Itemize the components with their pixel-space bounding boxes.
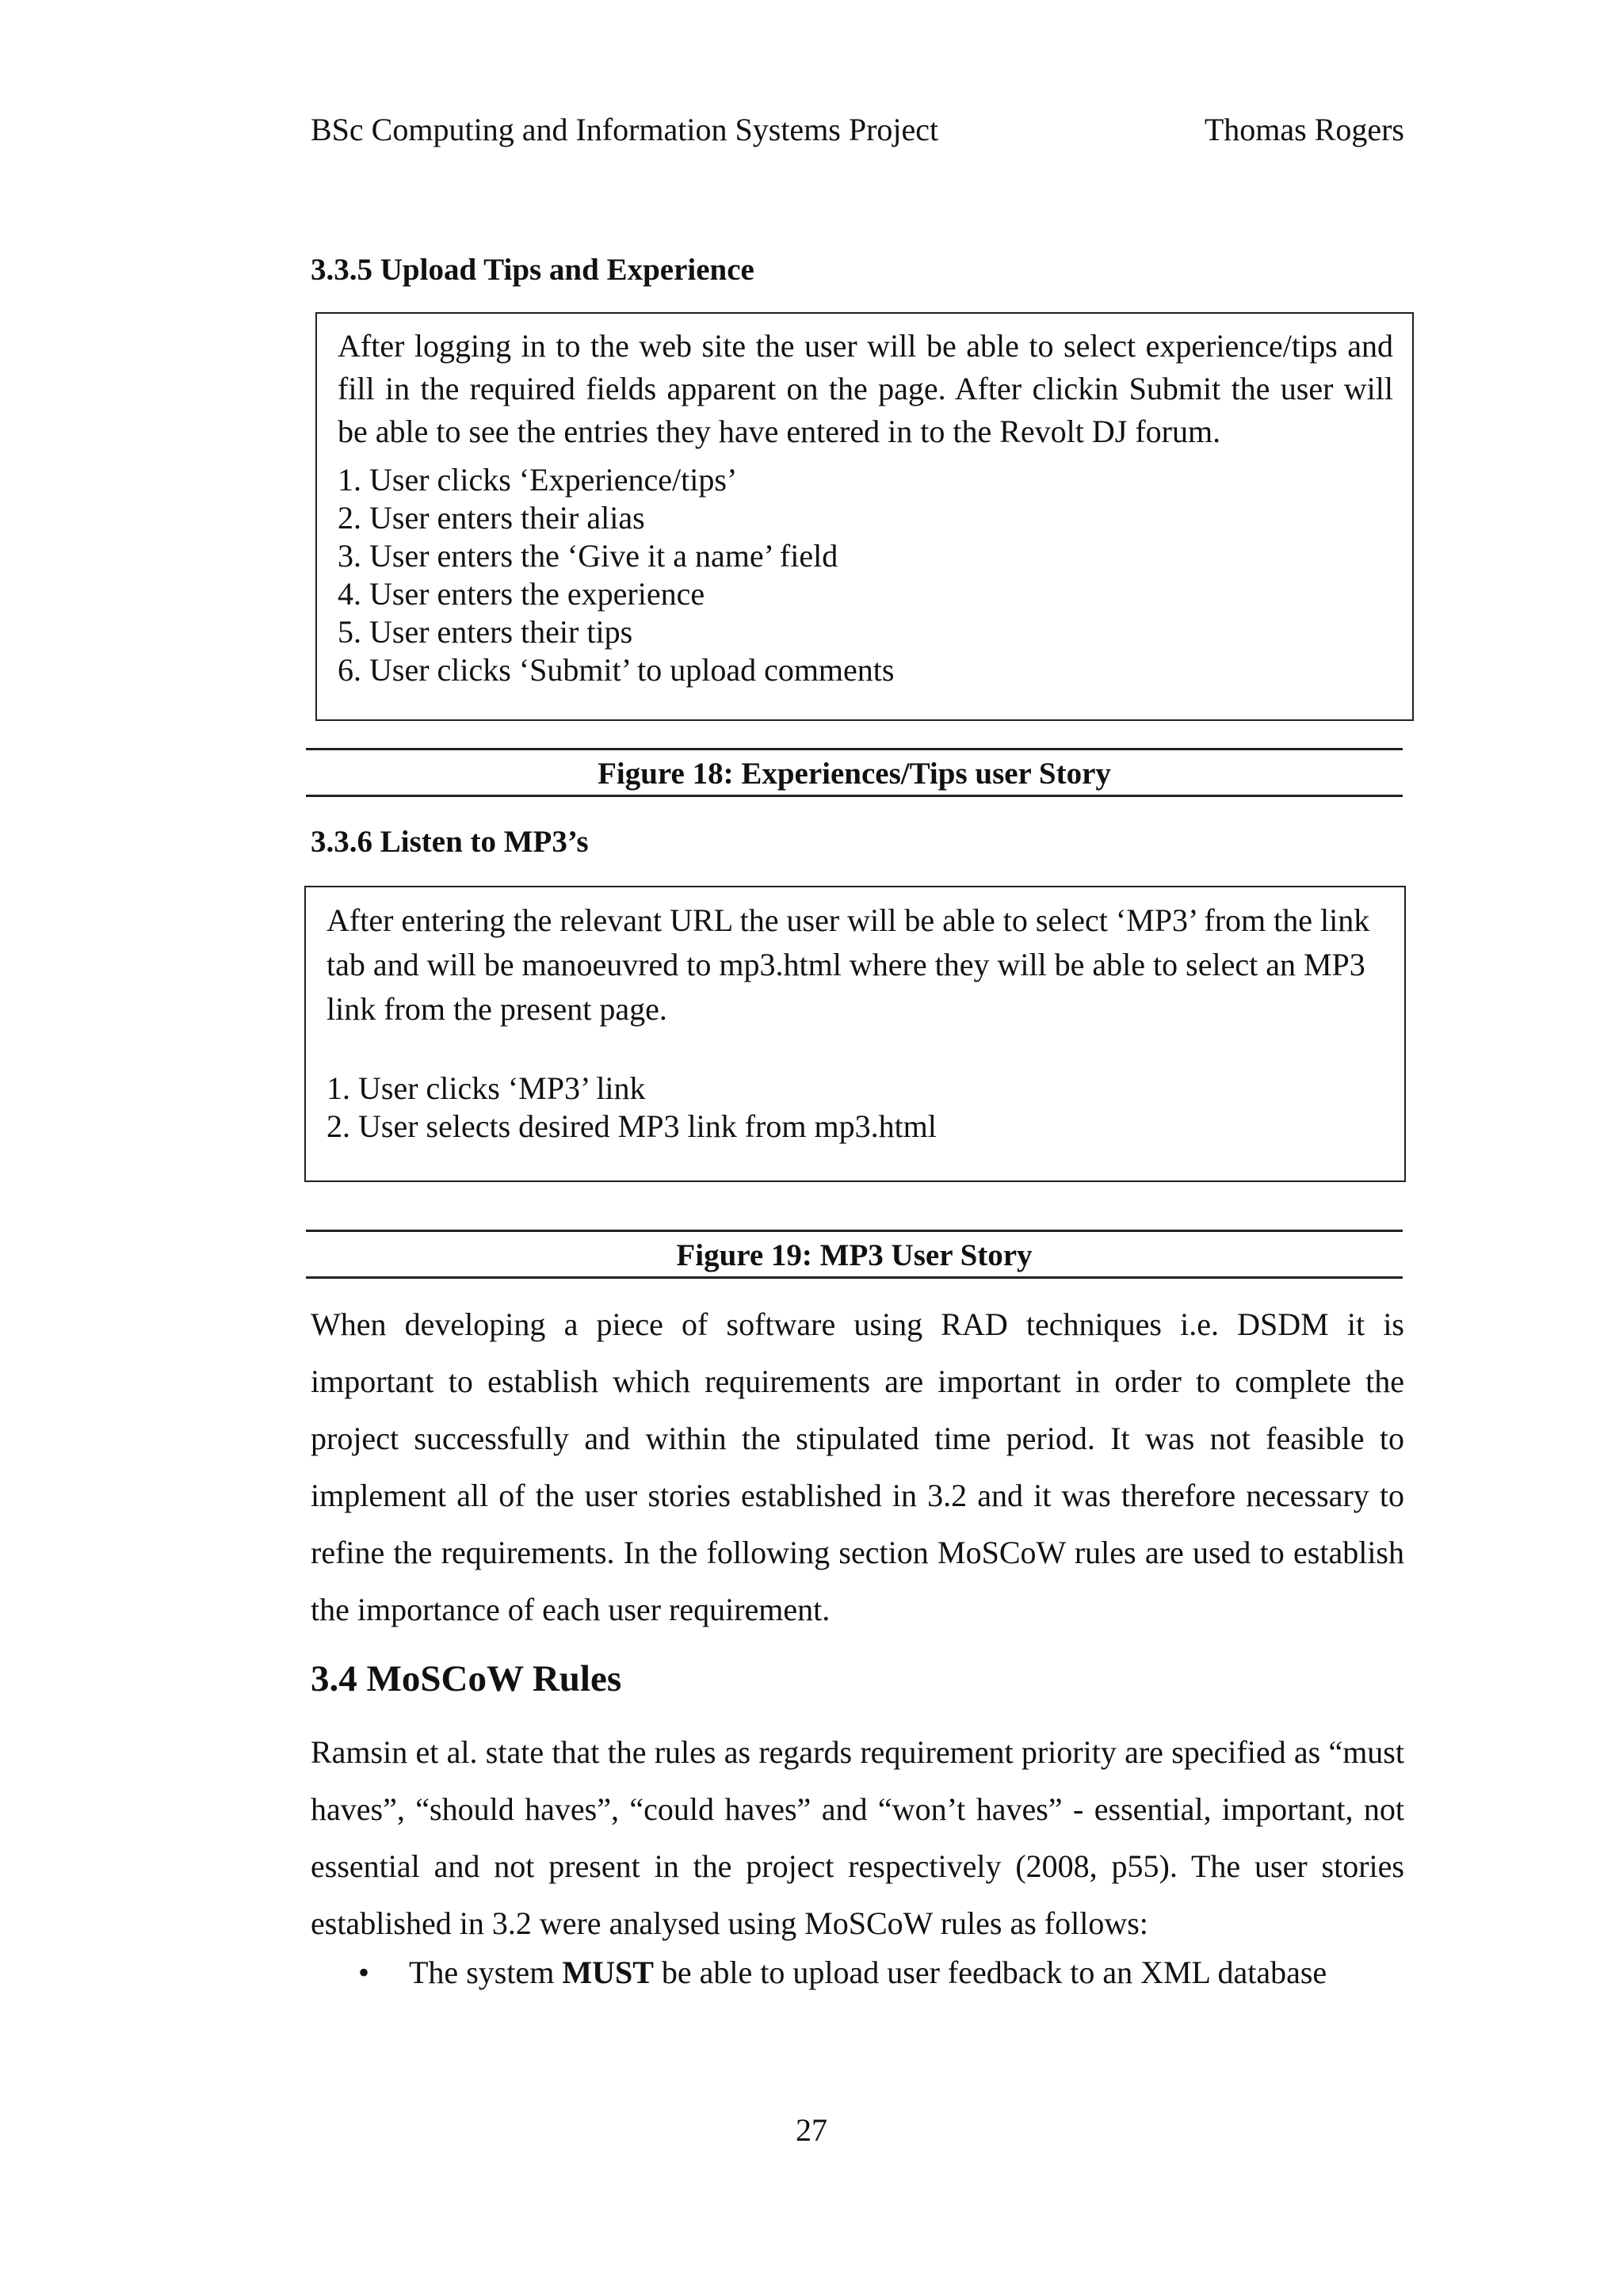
body-paragraph-moscow: Ramsin et al. state that the rules as regards requirement priority are specified as “must haves”, “should haves”, “could haves” and “won’t haves” - essential, important, not essential and not present in the project respectively (2008, p55). The user stories established in 3.2 were analysed using MoSCoW rules as follows: [311,1734,1404,1941]
header-author: Thomas Rogers [1204,112,1404,147]
figure-caption-18: Figure 18: Experiences/Tips user Story [306,748,1403,797]
section-heading-3-3-5: 3.3.5 Upload Tips and Experience [311,253,754,287]
step-item: 2. User selects desired MP3 link from mp3.html [327,1108,937,1144]
step-item: 6. User clicks ‘Submit’ to upload comments [338,652,895,688]
step-item: 1. User clicks ‘MP3’ link [327,1070,646,1106]
header-project-title: BSc Computing and Information Systems Project [311,112,939,147]
user-story-box-mp3 [304,886,1406,1182]
bullet-text: The system MUST be able to upload user feedback to an XML database [409,1955,1327,1990]
step-item: 3. User enters the ‘Give it a name’ field [338,538,838,574]
user-story-description: After entering the relevant URL the user will be able to select ‘MP3’ from the link tab and will be manoeuvred to mp3.html where they will be able to select an MP3 link from the present page. [327,902,1370,1027]
section-heading-3-4: 3.4 MoSCoW Rules [311,1658,622,1699]
figure-caption-19: Figure 19: MP3 User Story [306,1230,1403,1279]
step-item: 1. User clicks ‘Experience/tips’ [338,462,738,498]
step-item: 5. User enters their tips [338,614,633,650]
user-story-box-experience [315,312,1414,721]
bullet-dot-icon: • [358,1955,370,1990]
page-header [311,111,1404,151]
user-story-steps [327,1070,1381,1146]
step-item: 2. User enters their alias [338,500,645,536]
page-number: 27 [796,2112,827,2148]
user-story-steps [338,461,1393,689]
body-paragraph-rad: When developing a piece of software using RAD techniques i.e. DSDM it is important to establish which requirements are important in order to complete the project successfully and within the stipulated time period. It was not feasible to implement all of the user stories established in 3.2 and it was therefore necessary to refine the requirements. In the following section MoSCoW rules are used to establish the importance of each user requirement. [311,1306,1404,1627]
step-item: 4. User enters the experience [338,576,705,612]
section-heading-3-3-6: 3.3.6 Listen to MP3’s [311,825,589,859]
user-story-description: After logging in to the web site the user will be able to select experience/tips and fill in the required fields apparent on the page. After clickin Submit the user will be able to see the entries they have entered in to the Revolt DJ forum. [338,328,1393,449]
